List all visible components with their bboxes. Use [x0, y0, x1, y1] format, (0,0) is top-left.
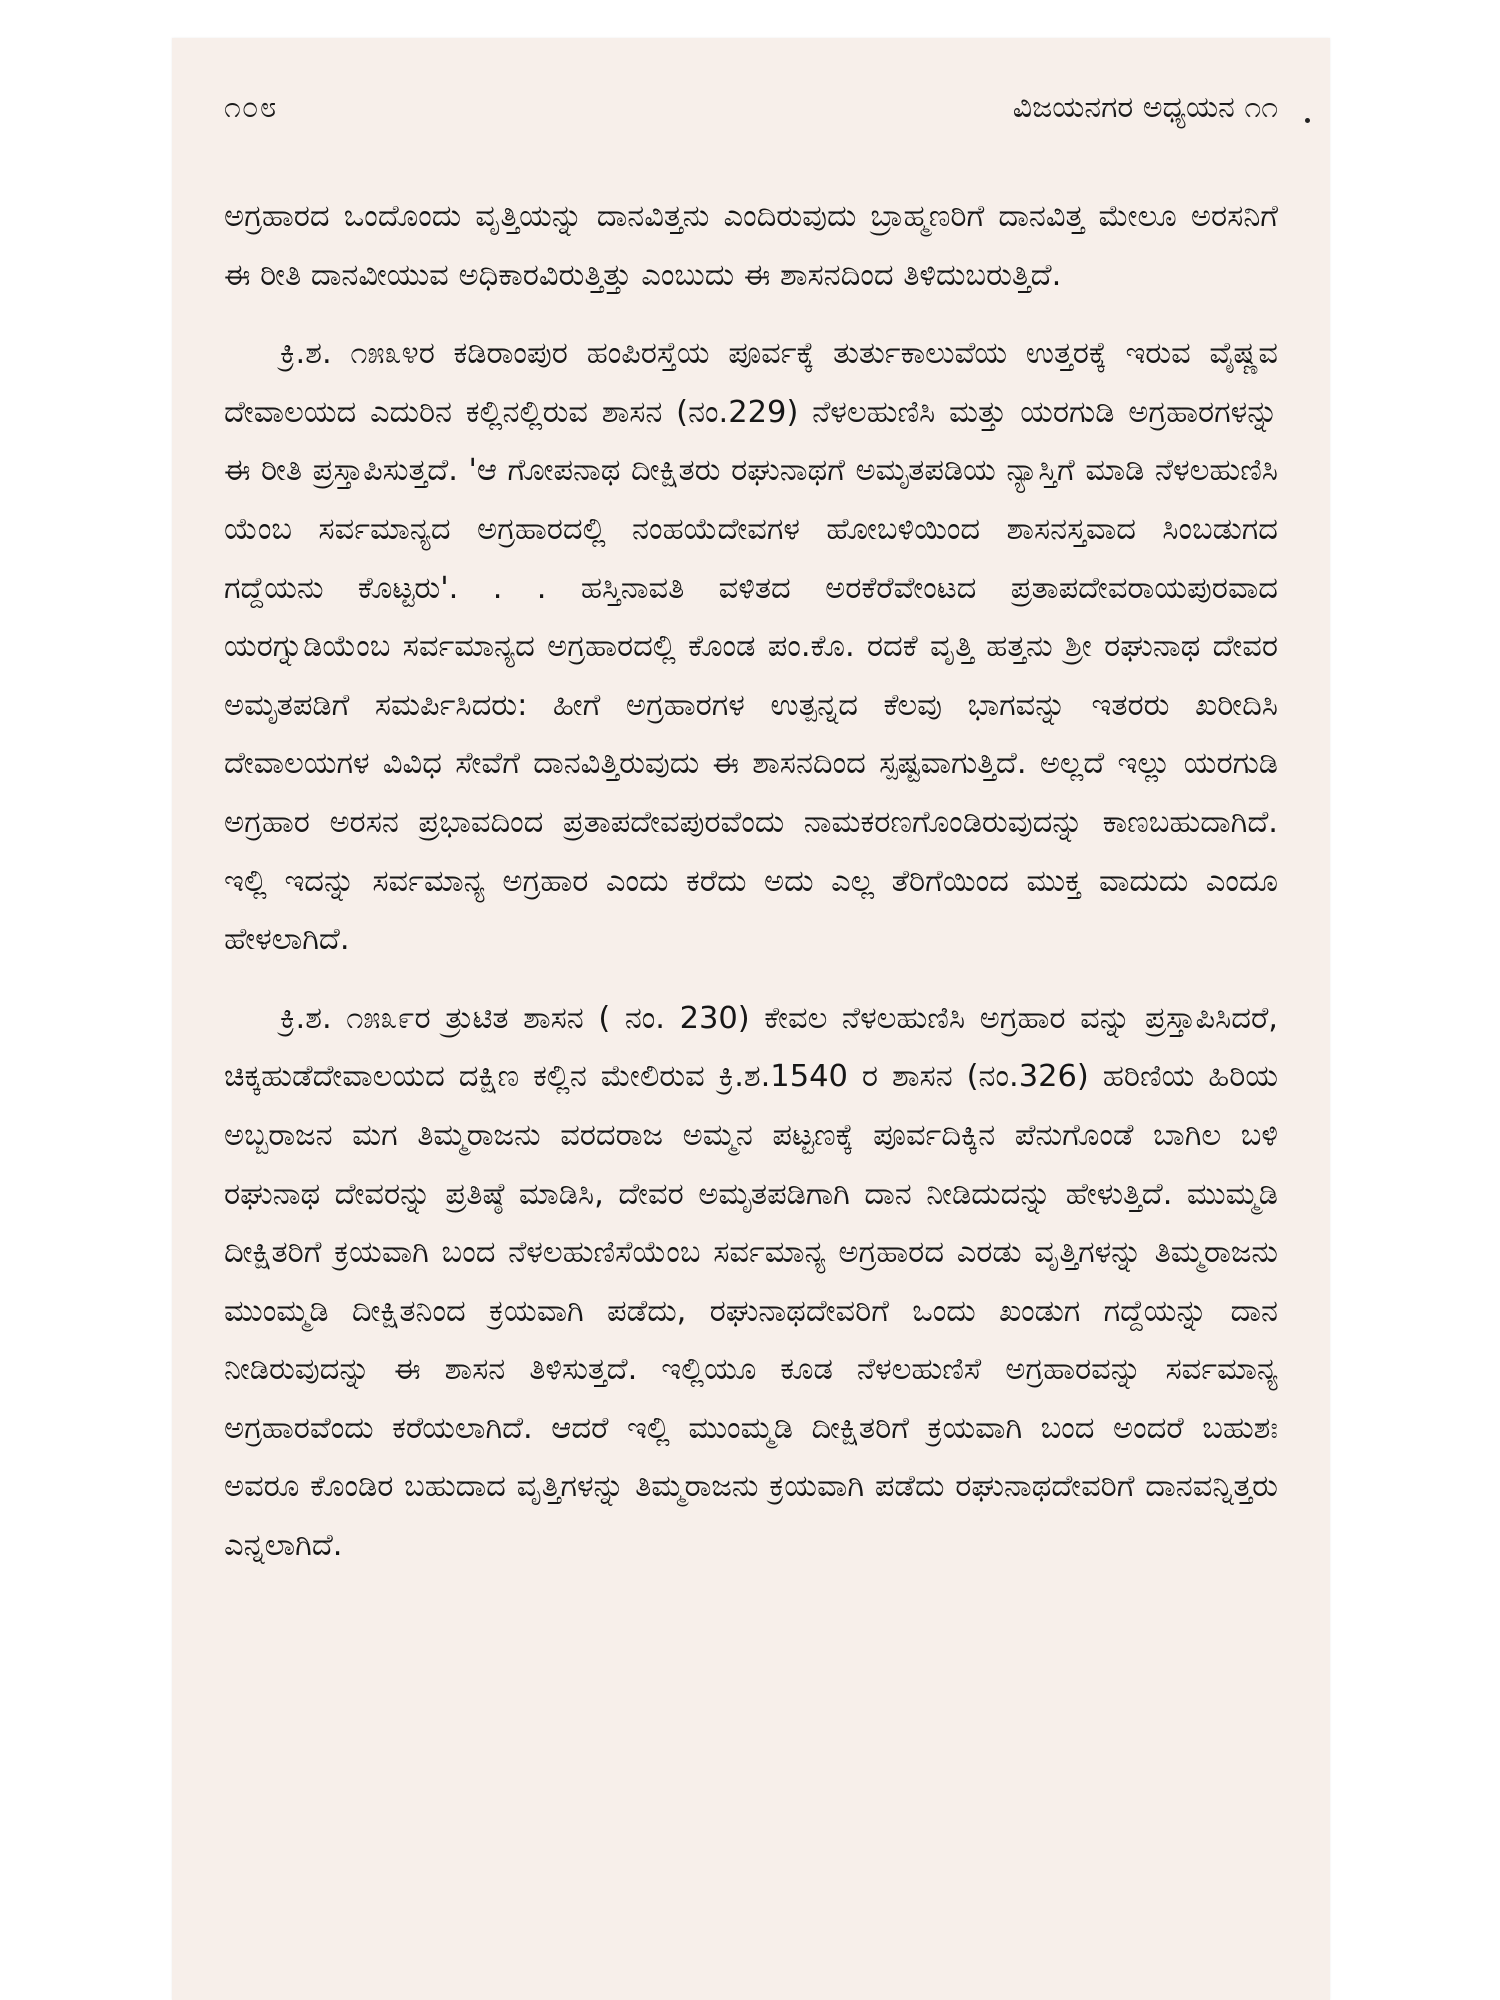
running-title: ವಿಜಯನಗರ ಅಧ್ಯಯನ ೧೧ [1012, 90, 1278, 125]
paragraph-1: ಅಗ್ರಹಾರದ ಒಂದೊಂದು ವೃತ್ತಿಯನ್ನು ದಾನವಿತ್ತನು ಎಂದಿರುವುದು ಬ್ರಾಹ್ಮಣರಿಗೆ ದಾನವಿತ್ತ ಮೇಲೂ ಅರಸನಿಗೆ ಈ ರೀತಿ ದಾನವೀಯುವ ಅಧಿಕಾರವಿರುತ್ತಿತ್ತು ಎಂಬುದು ಈ ಶಾಸನದಿಂದ ತಿಳಿದುಬರುತ್ತಿದೆ. [224, 199, 1278, 293]
page-header [224, 90, 1278, 134]
page-number: ೧೦೮ [224, 90, 278, 125]
page-body [224, 188, 1278, 1576]
paragraph-3: ಕ್ರಿ.ಶ. ೧೫೩೯ರ ತ್ರುಟಿತ ಶಾಸನ ( ನಂ. 230) ಕೇವಲ ನೆಳಲಹುಣಿಸಿ ಅಗ್ರಹಾರ ವನ್ನು ಪ್ರಸ್ತಾಪಿಸಿದರೆ, ಚಿಕ್ಕಹುಡೆದೇವಾಲಯದ ದಕ್ಷಿಣ ಕಲ್ಲಿನ ಮೇಲಿರುವ ಕ್ರಿ.ಶ.1540 ರ ಶಾಸನ (ನಂ.326) ಹರಿಣಿಯ ಹಿರಿಯ ಅಬ್ಬರಾಜನ ಮಗ ತಿಮ್ಮರಾಜನು ವರದರಾಜ ಅಮ್ಮನ ಪಟ್ಟಣಕ್ಕೆ ಪೂರ್ವದಿಕ್ಕಿನ ಪೆನುಗೊಂಡೆ ಬಾಗಿಲ ಬಳಿ ರಘುನಾಥ ದೇವರನ್ನು ಪ್ರತಿಷ್ಠೆ ಮಾಡಿಸಿ, ದೇವರ ಅಮೃತಪಡಿಗಾಗಿ ದಾನ ನೀಡಿದುದನ್ನು ಹೇಳುತ್ತಿದೆ. ಮುಮ್ಮಡಿ ದೀಕ್ಷಿತರಿಗೆ ಕ್ರಯವಾಗಿ ಬಂದ ನೆಳಲಹುಣಿಸೆಯೆಂಬ ಸರ್ವಮಾನ್ಯ ಅಗ್ರಹಾರದ ಎರಡು ವೃತ್ತಿಗಳನ್ನು ತಿಮ್ಮರಾಜನು ಮುಂಮ್ಮಡಿ ದೀಕ್ಷಿತನಿಂದ ಕ್ರಯವಾಗಿ ಪಡೆದು, ರಘುನಾಥದೇವರಿಗೆ ಒಂದು ಖಂಡುಗ ಗದ್ದೆಯನ್ನು ದಾನ ನೀಡಿರುವುದನ್ನು ಈ ಶಾಸನ ತಿಳಿಸುತ್ತದೆ. ಇಲ್ಲಿಯೂ ಕೂಡ ನೆಳಲಹುಣಿಸೆ ಅಗ್ರಹಾರವನ್ನು ಸರ್ವಮಾನ್ಯ ಅಗ್ರಹಾರವೆಂದು ಕರೆಯಲಾಗಿದೆ. ಆದರೆ ಇಲ್ಲಿ ಮುಂಮ್ಮಡಿ ದೀಕ್ಷಿತರಿಗೆ ಕ್ರಯವಾಗಿ ಬಂದ ಅಂದರೆ ಬಹುಶಃ ಅವರೂ ಕೊಂಡಿರ ಬಹುದಾದ ವೃತ್ತಿಗಳನ್ನು ತಿಮ್ಮರಾಜನು ಕ್ರಯವಾಗಿ ಪಡೆದು ರಘುನಾಥದೇವರಿಗೆ ದಾನವನ್ನಿತ್ತರು ಎನ್ನಲಾಗಿದೆ. [224, 1000, 1278, 1564]
book-page [172, 38, 1330, 2000]
paragraph-2: ಕ್ರಿ.ಶ. ೧೫೩೪ರ ಕಡಿರಾಂಪುರ ಹಂಪಿರಸ್ತೆಯ ಪೂರ್ವಕ್ಕೆ ತುರ್ತುಕಾಲುವೆಯ ಉತ್ತರಕ್ಕೆ ಇರುವ ವೈಷ್ಣವ ದೇವಾಲಯದ ಎದುರಿನ ಕಲ್ಲಿನಲ್ಲಿರುವ ಶಾಸನ (ನಂ.229) ನೆಳಲಹುಣಿಸಿ ಮತ್ತು ಯರಗುಡಿ ಅಗ್ರಹಾರಗಳನ್ನು ಈ ರೀತಿ ಪ್ರಸ್ತಾಪಿಸುತ್ತದೆ. 'ಆ ಗೋಪನಾಥ ದೀಕ್ಷಿತರು ರಘುನಾಥಗೆ ಅಮೃತಪಡಿಯ ನ್ಯಾಸ್ತಿಗೆ ಮಾಡಿ ನೆಳಲಹುಣಿಸಿ ಯೆಂಬ ಸರ್ವಮಾನ್ಯದ ಅಗ್ರಹಾರದಲ್ಲಿ ನಂಹಯೆದೇವಗಳ ಹೋಬಳಿಯಿಂದ ಶಾಸನಸ್ತವಾದ ಸಿಂಬಡುಗದ ಗದ್ದೆಯನು ಕೊಟ್ಟರು'. . . ಹಸ್ತಿನಾವತಿ ವಳಿತದ ಅರಕೆರೆವೇಂಟದ ಪ್ರತಾಪದೇವರಾಯಪುರವಾದ ಯರಗ್ನುಡಿಯೆಂಬ ಸರ್ವಮಾನ್ಯದ ಅಗ್ರಹಾರದಲ್ಲಿ ಕೊಂಡ ಪಂ.ಕೊ. ರದಕೆ ವೃತ್ತಿ ಹತ್ತನು ಶ್ರೀ ರಘುನಾಥ ದೇವರ ಅಮೃತಪಡಿಗೆ ಸಮರ್ಪಿಸಿದರು: ಹೀಗೆ ಅಗ್ರಹಾರಗಳ ಉತ್ಪನ್ನದ ಕೆಲವು ಭಾಗವನ್ನು ಇತರರು ಖರೀದಿಸಿ ದೇವಾಲಯಗಳ ವಿವಿಧ ಸೇವೆಗೆ ದಾನವಿತ್ತಿರುವುದು ಈ ಶಾಸನದಿಂದ ಸ್ಪಷ್ಟವಾಗುತ್ತಿದೆ. ಅಲ್ಲದೆ ಇಲ್ಲು ಯರಗುಡಿ ಅಗ್ರಹಾರ ಅರಸನ ಪ್ರಭಾವದಿಂದ ಪ್ರತಾಪದೇವಪುರವೆಂದು ನಾಮಕರಣಗೊಂಡಿರುವುದನ್ನು ಕಾಣಬಹುದಾಗಿದೆ. ಇಲ್ಲಿ ಇದನ್ನು ಸರ್ವಮಾನ್ಯ ಅಗ್ರಹಾರ ಎಂದು ಕರೆದು ಅದು ಎಲ್ಲ ತೆರಿಗೆಯಿಂದ ಮುಕ್ತ ವಾದುದು ಎಂದೂ ಹೇಳಲಾಗಿದೆ. [224, 336, 1278, 958]
margin-dot [1305, 118, 1310, 123]
